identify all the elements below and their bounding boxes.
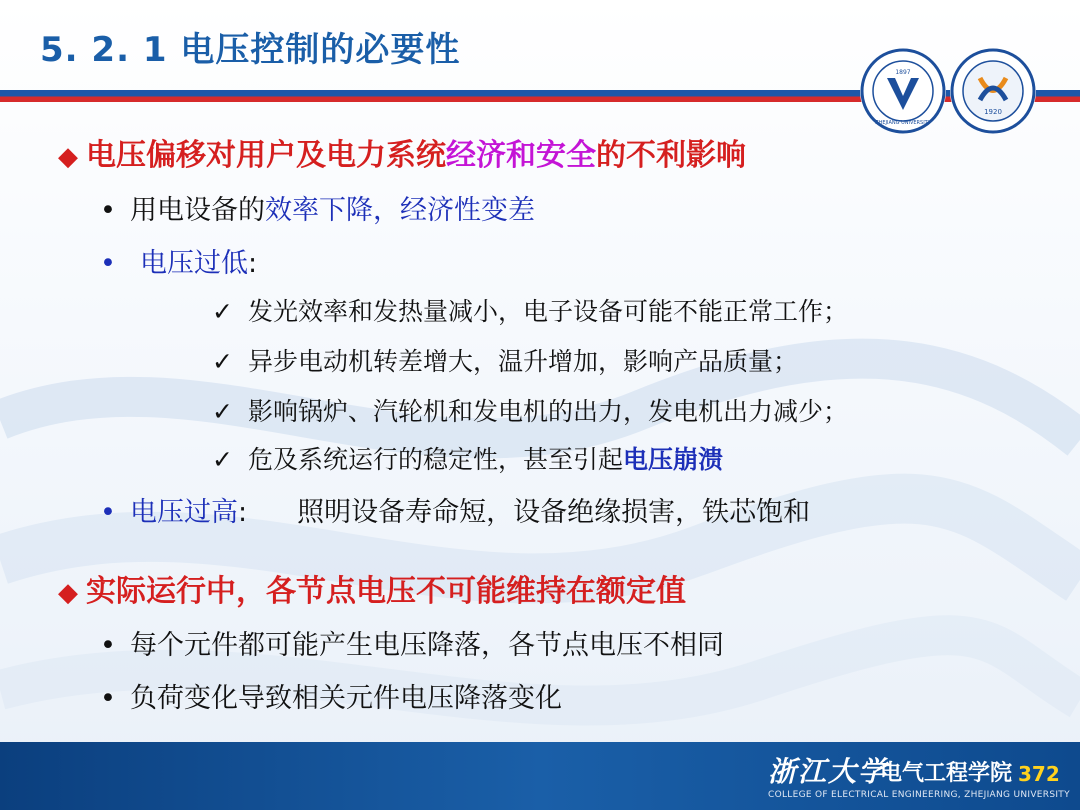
page-number: 372 [1018,762,1060,786]
check-mark-icon: ✓ [212,347,233,376]
check-item: ✓ 异步电动机转差增大，温升增加，影响产品质量； [212,347,799,376]
department-english-name: COLLEGE OF ELECTRICAL ENGINEERING, ZHEJIANG UNIVERSITY [768,790,1070,800]
page-title: 5. 2. 1 电压控制的必要性 [40,30,461,70]
check-item: ✓ 发光效率和发热量减小，电子设备可能不能正常工作； [212,297,849,326]
check-item: ✓ 影响锅炉、汽轮机和发电机的出力，发电机出力减少； [212,397,849,426]
section2-heading: ◆ 实际运行中，各节点电压不可能维持在额定值 [58,574,686,609]
section1-heading: ◆ 电压偏移对用户及电力系统经济和安全的不利影响 [58,138,746,173]
bullet-dot-icon: • [100,497,116,528]
department-name: 电气工程学院 [880,761,1013,786]
bullet-dot-icon: • [100,195,116,226]
bullet-dot-icon: • [100,248,116,279]
list-item-efficiency: • 用电设备的效率下降，经济性变差 [100,195,535,226]
check-mark-icon: ✓ [212,445,233,474]
list-item-undervoltage: • 电压过低: [100,248,258,279]
college-logo [950,48,1036,134]
list-item-overvoltage: • 电压过高: 照明设备寿命短，设备绝缘损害，铁芯饱和 [100,497,811,528]
list-item: • 每个元件都可能产生电压降落，各节点电压不相同 [100,630,724,661]
check-item: ✓ 危及系统运行的稳定性，甚至引起电压崩溃 [212,445,724,474]
svg-text:ZHEJIANG UNIVERSITY: ZHEJIANG UNIVERSITY [875,120,931,126]
list-item: • 负荷变化导致相关元件电压降落变化 [100,683,562,714]
zju-logo [860,48,946,134]
diamond-bullet-icon: ◆ [58,578,78,608]
footer-band [0,742,1080,810]
zju-calligraphy-logo: 浙江大学 [768,755,889,788]
bullet-dot-icon: • [100,683,116,714]
bullet-dot-icon: • [100,630,116,661]
check-mark-icon: ✓ [212,297,233,326]
check-mark-icon: ✓ [212,397,233,426]
svg-text:1920: 1920 [984,108,1002,116]
svg-text:1897: 1897 [895,69,911,76]
diamond-bullet-icon: ◆ [58,142,78,172]
